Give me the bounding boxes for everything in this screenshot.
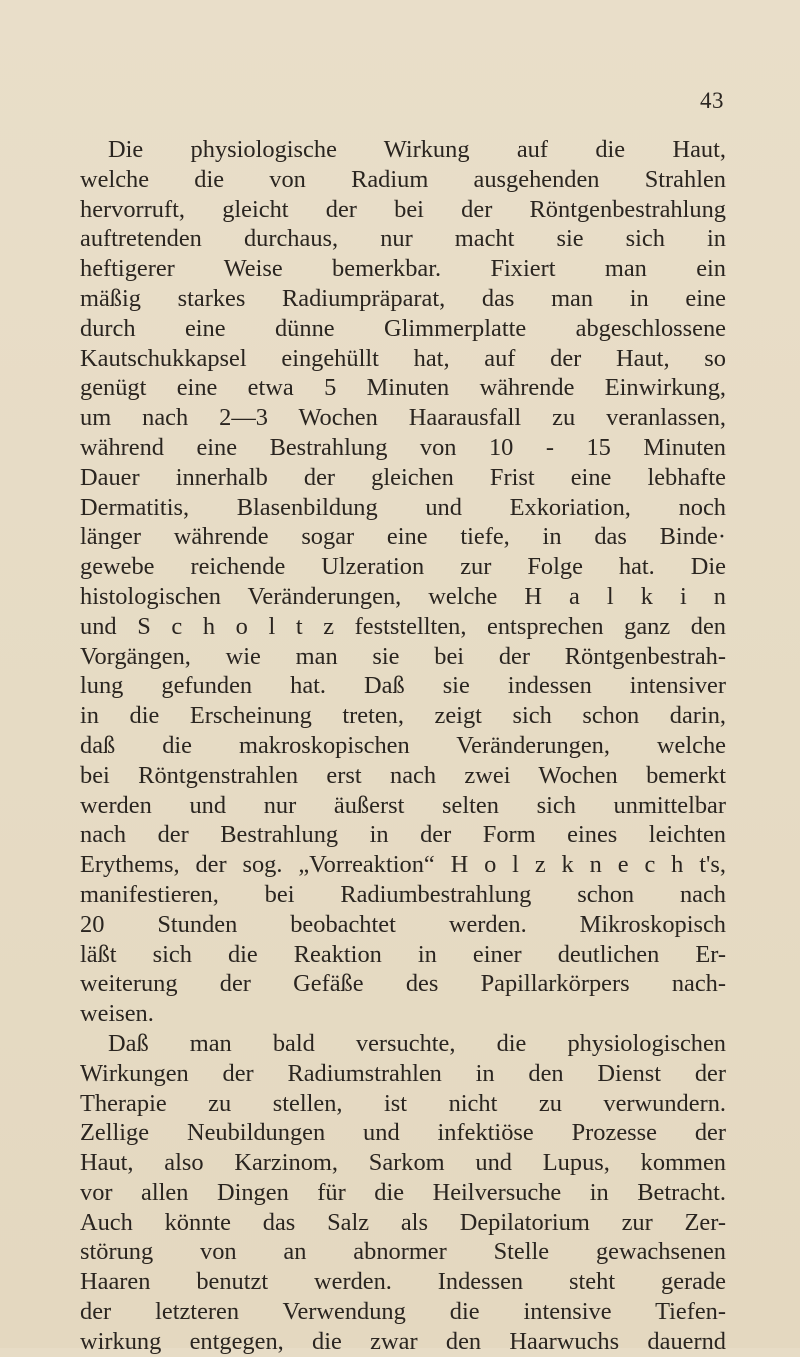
text-line: Zellige Neubildungen und infektiöse Prozesse der bbox=[80, 1119, 726, 1147]
text-line: lung gefunden hat. Daß sie indessen intensiver bbox=[80, 672, 726, 700]
text-line: weisen. bbox=[80, 1000, 154, 1028]
text-line: Die physiologische Wirkung auf die Haut, bbox=[108, 136, 726, 163]
text-line: hervorruft, gleicht der bei der Röntgenbestrahlung bbox=[80, 195, 726, 223]
text-line: heftigerer Weise bemerkbar. Fixiert man ein bbox=[80, 255, 726, 283]
text-line: und S c h o l t z feststellten, entsprechen ganz den bbox=[80, 612, 726, 640]
text-line: nach der Bestrahlung in der Form eines leichten bbox=[80, 821, 726, 849]
text-line: Wirkungen der Radiumstrahlen in den Dienst der bbox=[80, 1059, 726, 1087]
text-line: Therapie zu stellen, ist nicht zu verwundern. bbox=[80, 1089, 726, 1117]
text-line: genügt eine etwa 5 Minuten währende Einwirkung, bbox=[80, 374, 726, 402]
text-line: werden und nur äußerst selten sich unmittelbar bbox=[80, 791, 726, 819]
text-line: Haaren benutzt werden. Indessen steht gerade bbox=[80, 1268, 726, 1296]
page-number: 43 bbox=[700, 88, 724, 113]
text-line: mäßig starkes Radiumpräparat, das man in eine bbox=[80, 284, 726, 312]
text-line: Vorgängen, wie man sie bei der Röntgenbestrah- bbox=[80, 642, 726, 670]
text-line: weiterung der Gefäße des Papillarkörpers nach- bbox=[80, 970, 726, 998]
text-line: Daß man bald versuchte, die physiologischen bbox=[108, 1029, 726, 1057]
text-line: gewebe reichende Ulzeration zur Folge hat. Die bbox=[80, 553, 726, 581]
text-line: in die Erscheinung treten, zeigt sich schon darin, bbox=[80, 702, 726, 730]
text-line: Dermatitis, Blasenbildung und Exkoriation, noch bbox=[80, 493, 726, 521]
text-line: histologischen Veränderungen, welche H a l k i n bbox=[80, 582, 726, 610]
text-line: welche die von Radium ausgehenden Strahlen bbox=[80, 165, 726, 193]
text-line: Auch könnte das Salz als Depilatorium zur Zer- bbox=[80, 1208, 726, 1236]
text-line: durch eine dünne Glimmerplatte abgeschlossene bbox=[80, 314, 726, 342]
text-line: bei Röntgenstrahlen erst nach zwei Wochen bemerkt bbox=[80, 761, 726, 789]
body-text bbox=[80, 135, 726, 1357]
text-line: auftretenden durchaus, nur macht sie sich in bbox=[80, 225, 726, 253]
text-line: um nach 2—3 Wochen Haarausfall zu veranlassen, bbox=[80, 404, 726, 432]
text-line: manifestieren, bei Radiumbestrahlung schon nach bbox=[80, 880, 726, 908]
text-line: läßt sich die Reaktion in einer deutlichen Er- bbox=[80, 940, 726, 968]
text-line: während eine Bestrahlung von 10 - 15 Minuten bbox=[80, 433, 726, 461]
text-line: Erythems, der sog. „Vorreaktion“ H o l z k n e c h t's, bbox=[80, 851, 726, 879]
text-line: der letzteren Verwendung die intensive Tiefen- bbox=[80, 1298, 726, 1326]
text-line: 20 Stunden beobachtet werden. Mikroskopisch bbox=[80, 910, 726, 938]
text-line: Kautschukkapsel eingehüllt hat, auf der Haut, so bbox=[80, 344, 726, 372]
text-line: Haut, also Karzinom, Sarkom und Lupus, kommen bbox=[80, 1149, 726, 1177]
text-line: vor allen Dingen für die Heilversuche in Betracht. bbox=[80, 1178, 726, 1206]
text-line: länger währende sogar eine tiefe, in das Binde· bbox=[80, 523, 726, 551]
text-line: störung von an abnormer Stelle gewachsenen bbox=[80, 1238, 726, 1266]
text-line: Dauer innerhalb der gleichen Frist eine lebhafte bbox=[80, 463, 726, 491]
text-line: daß die makroskopischen Veränderungen, welche bbox=[80, 731, 726, 759]
text-line: wirkung entgegen, die zwar den Haarwuchs dauernd bbox=[80, 1327, 726, 1355]
